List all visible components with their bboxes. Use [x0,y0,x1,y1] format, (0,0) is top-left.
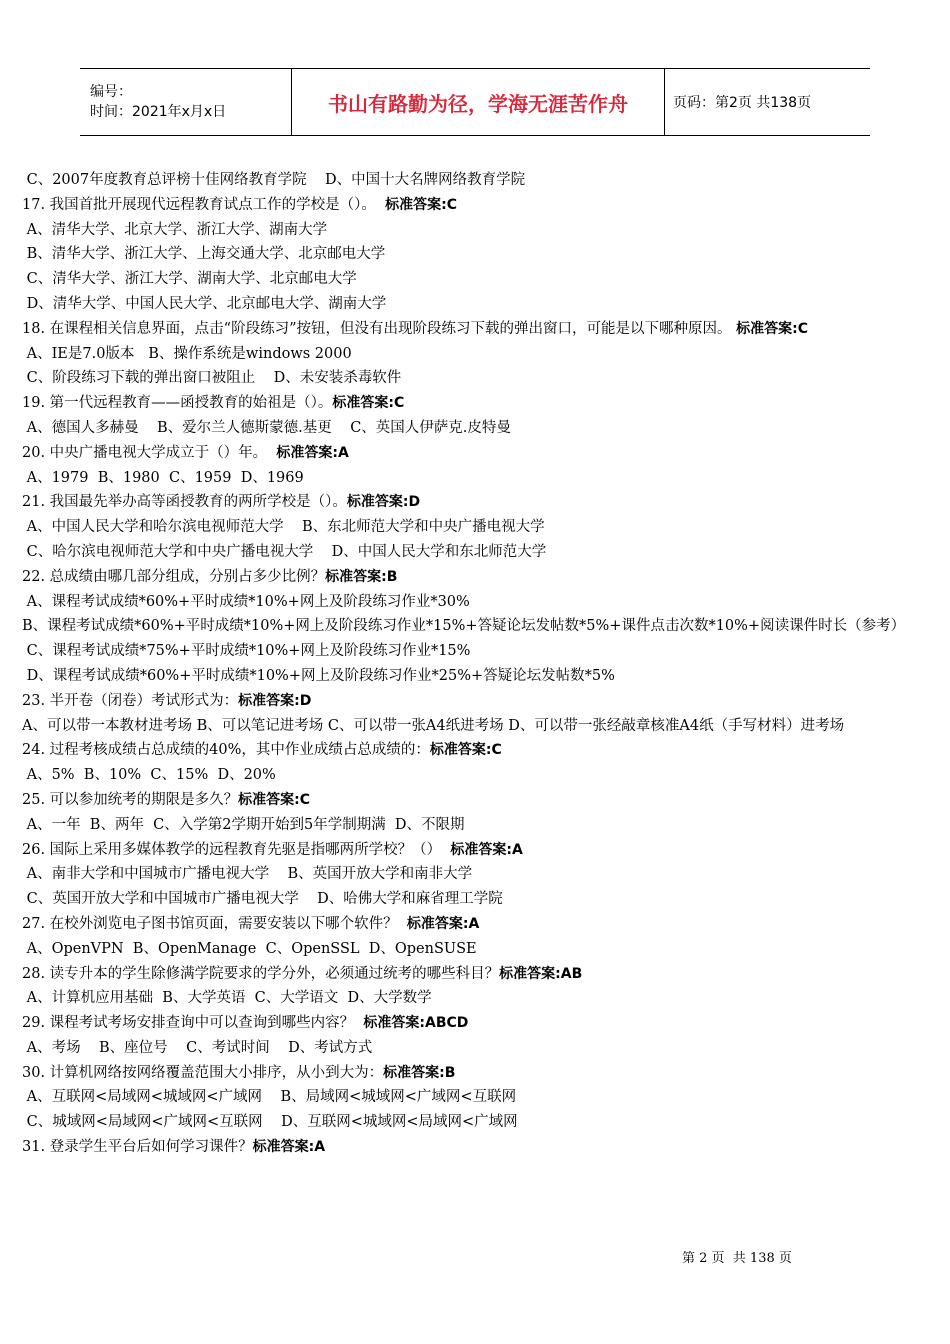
line-text: 29. 课程考试考场安排查询中可以查询到哪些内容？ [22,1015,364,1032]
question-line [22,317,930,342]
question-line [22,565,930,590]
standard-answer: 标准答案:A [252,1139,326,1156]
line-text: A、1979 B、1980 C、1959 D、1969 [22,469,304,486]
question-line [22,193,930,218]
line-text: A、中国人民大学和哈尔滨电视师范大学 B、东北师范大学和中央广播电视大学 [22,519,545,536]
line-text: 19. 第一代远程教育——函授教育的始祖是（）。 [22,395,333,412]
motto: 书山有路勤为径，学海无涯苦作舟 [292,69,665,136]
line-text: A、清华大学、北京大学、浙江大学、湖南大学 [22,221,328,238]
line-text: 24. 过程考核成绩占总成绩的40%，其中作业成绩占总成绩的： [22,742,430,759]
line-text: A、互联网<局域网<城域网<广域网 B、局域网<城域网<广域网<互联网 [22,1089,517,1106]
line-text: A、可以带一本教材进考场 B、可以笔记进考场 C、可以带一张A4纸进考场 D、可以带一张经敲章核准A4纸（手写材料）进考场 [22,717,845,734]
line-text: D、清华大学、中国人民大学、北京邮电大学、湖南大学 [22,295,387,312]
line-text: A、IE是7.0版本 B、操作系统是windows 2000 [22,345,352,362]
option-line [22,168,930,193]
standard-answer: 标准答案:C [238,791,311,808]
line-text: 31. 登录学生平台后如何学习课件？ [22,1139,253,1156]
option-line [22,813,930,838]
time-label: 时间：2021年x月x日 [90,104,227,120]
option-line [22,763,930,788]
line-text: 18. 在课程相关信息界面，点击“阶段练习”按钮，但没有出现阶段练习下载的弹出窗口，可能是以下哪种原因。 [22,320,737,337]
standard-answer: 标准答案:C [429,742,502,759]
line-text: C、英国开放大学和中国城市广播电视大学 D、哈佛大学和麻省理工学院 [22,891,503,908]
standard-answer: 标准答案:D [346,494,421,511]
standard-answer: 标准答案:A [276,444,349,461]
question-line [22,912,930,937]
line-text: 26. 国际上采用多媒体教学的远程教育先驱是指哪两所学校？（） [22,841,451,858]
standard-answer: 标准答案:C [385,196,458,213]
standard-answer: 标准答案:B [383,1064,456,1081]
option-line [22,590,930,615]
option-line [22,466,930,491]
line-text: 20. 中央广播电视大学成立于（）年。 [22,444,277,461]
line-text: C、2007年度教育总评榜十佳网络教育学院 D、中国十大名牌网络教育学院 [22,172,526,188]
option-line [22,218,930,243]
page-header [80,68,870,136]
question-line [22,391,930,416]
standard-answer: 标准答案:A [406,915,480,932]
question-line [22,490,930,515]
option-line [22,614,930,639]
line-text: 28. 读专升本的学生除修满学院要求的学分外，必须通过统考的哪些科目？ [22,965,500,982]
line-text: A、德国人多赫曼 B、爱尔兰人德斯蒙德.基更 C、英国人伊萨克.皮特曼 [22,419,511,436]
question-line [22,788,930,813]
option-line [22,292,930,317]
question-line [22,1061,930,1086]
line-text: C、清华大学、浙江大学、湖南大学、北京邮电大学 [22,271,357,288]
line-text: C、阶段练习下载的弹出窗口被阻止 D、未安装杀毒软件 [22,370,402,387]
question-list [22,168,930,1160]
line-text: 30. 计算机网络按网络覆盖范围大小排序，从小到大为： [22,1064,384,1081]
option-line [22,267,930,292]
option-line [22,639,930,664]
option-line [22,416,930,441]
option-line [22,515,930,540]
line-text: A、计算机应用基础 B、大学英语 C、大学语文 D、大学数学 [22,990,432,1007]
standard-answer: 标准答案:A [450,841,523,858]
option-line [22,714,930,739]
line-text: 23. 半开卷（闭卷）考试形式为： [22,692,239,709]
question-line [22,1011,930,1036]
option-line [22,242,930,267]
number-label: 编号： [90,84,132,100]
line-text: B、课程考试成绩*60%+平时成绩*10%+网上及阶段练习作业*15%+答疑论坛发帖数*5%+课件点击次数*10%+阅读课件时长（参考） [22,618,906,635]
option-line [22,887,930,912]
standard-answer: 标准答案:B [325,568,398,585]
line-text: A、一年 B、两年 C、入学第2学期开始到5年学制期满 D、不限期 [22,816,465,833]
line-text: A、南非大学和中国城市广播电视大学 B、英国开放大学和南非大学 [22,866,473,883]
standard-answer: 标准答案:AB [499,965,583,982]
line-text: C、城域网<局域网<广域网<互联网 D、互联网<城域网<局域网<广域网 [22,1114,518,1131]
question-line [22,689,930,714]
standard-answer: 标准答案:D [238,692,312,709]
option-line [22,664,930,689]
option-line [22,1085,930,1110]
option-line [22,540,930,565]
question-line [22,1135,930,1160]
line-text: 21. 我国最先举办高等函授教育的两所学校是（）。 [22,494,347,511]
page-counter: 页码：第2页 共138页 [665,69,871,136]
option-line [22,366,930,391]
option-line [22,1110,930,1135]
question-line [22,962,930,987]
option-line [22,1036,930,1061]
standard-answer: 标准答案:C [736,320,808,337]
option-line [22,937,930,962]
standard-answer: 标准答案:ABCD [363,1015,469,1032]
line-text: 17. 我国首批开展现代远程教育试点工作的学校是（）。 [22,196,386,213]
option-line [22,342,930,367]
question-line [22,738,930,763]
standard-answer: 标准答案:C [332,395,405,412]
line-text: A、OpenVPN B、OpenManage C、OpenSSL D、OpenSUSE [22,940,477,957]
line-text: A、考场 B、座位号 C、考试时间 D、考试方式 [22,1039,373,1056]
line-text: D、课程考试成绩*60%+平时成绩*10%+网上及阶段练习作业*25%+答疑论坛发帖数*5% [22,667,615,684]
line-text: C、课程考试成绩*75%+平时成绩*10%+网上及阶段练习作业*15% [22,643,471,660]
line-text: A、5% B、10% C、15% D、20% [22,767,276,784]
option-line [22,986,930,1011]
line-text: 25. 可以参加统考的期限是多久？ [22,791,239,808]
line-text: 27. 在校外浏览电子图书馆页面，需要安装以下哪个软件？ [22,915,407,932]
line-text: C、哈尔滨电视师范大学和中央广播电视大学 D、中国人民大学和东北师范大学 [22,543,547,560]
line-text: 22. 总成绩由哪几部分组成，分别占多少比例？ [22,568,326,585]
page-footer: 第 2 页 共 138 页 [682,1251,792,1266]
header-left-cell [80,69,292,136]
question-line [22,441,930,466]
line-text: A、课程考试成绩*60%+平时成绩*10%+网上及阶段练习作业*30% [22,593,470,610]
question-line [22,838,930,863]
option-line [22,862,930,887]
line-text: B、清华大学、浙江大学、上海交通大学、北京邮电大学 [22,246,386,263]
